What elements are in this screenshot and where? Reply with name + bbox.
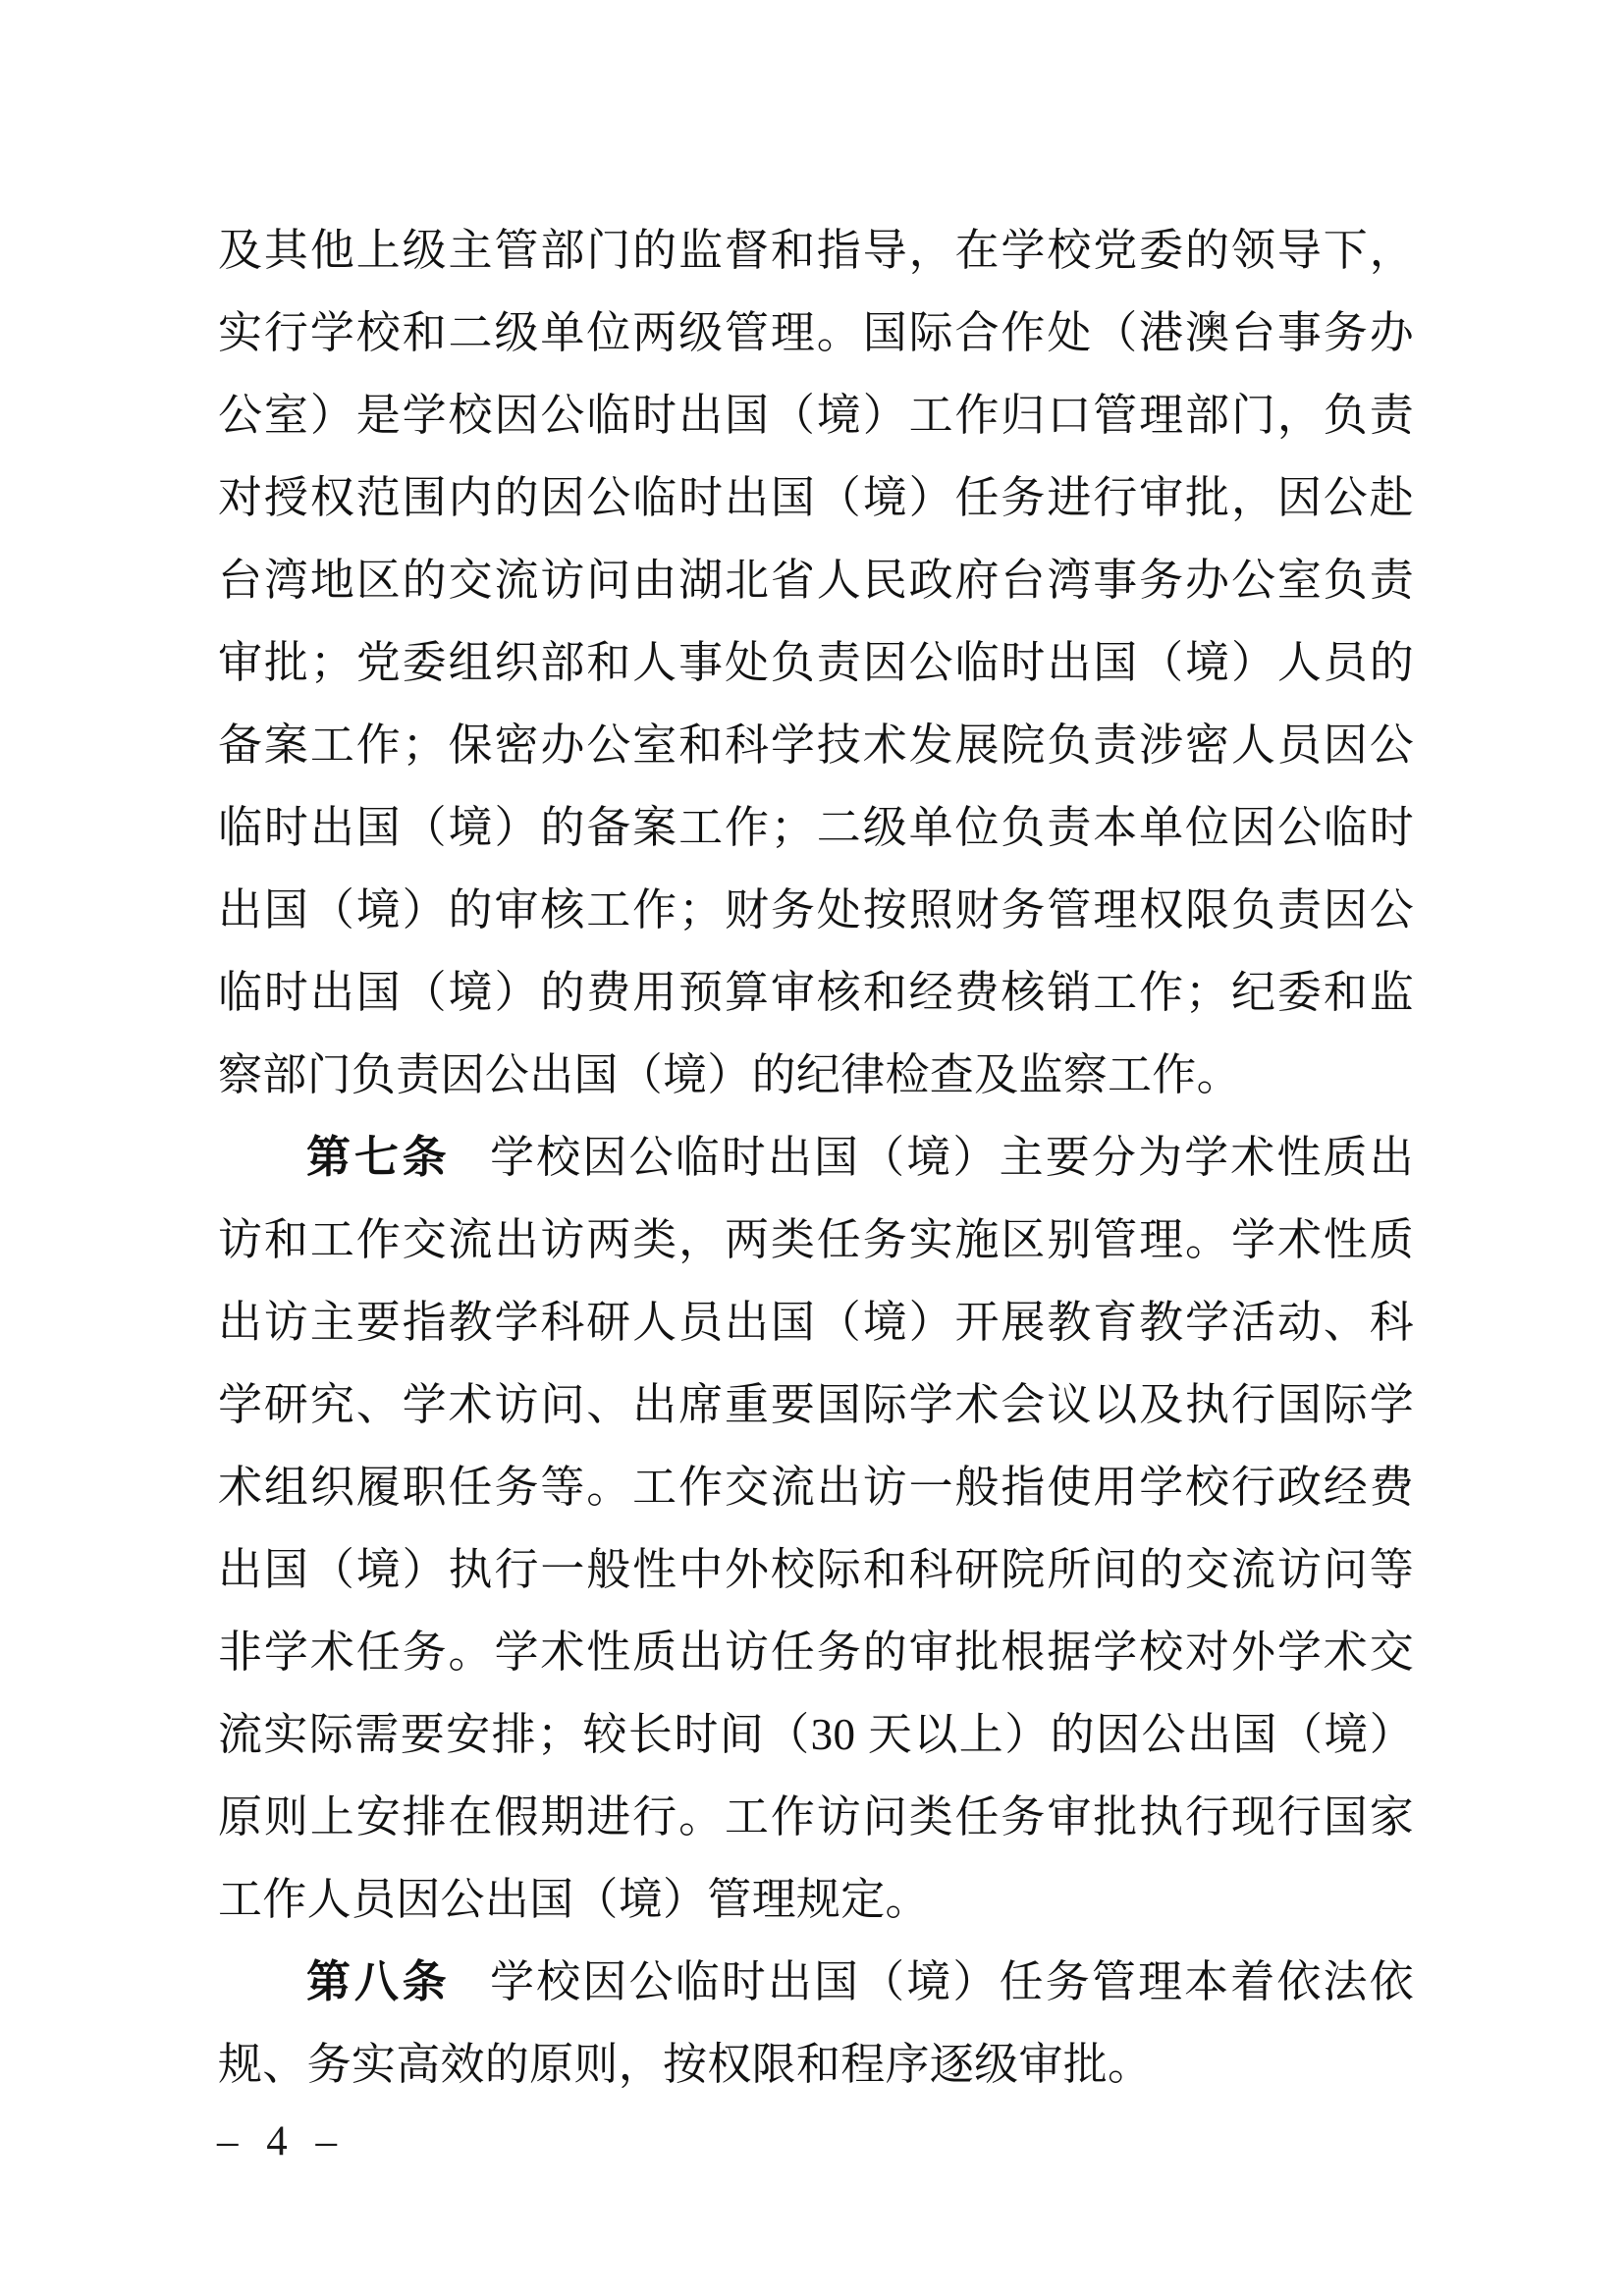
article-number: 第八条	[306, 1956, 451, 2006]
page-number: – 4 –	[217, 2118, 339, 2164]
paragraph-article-7	[218, 1116, 1414, 1941]
paragraph-text: 及其他上级主管部门的监督和指导，在学校党委的领导下，实行学校和二级单位两级管理。国际合作处（港澳台事务办公室）是学校因公临时出国（境）工作归口管理部门，负责对授权范围内的因公临时出国（境）任务进行审批，因公赴台湾地区的交流访问由湖北省人民政府台湾事务办公室负责审批；党委组织部和人事处负责因公临时出国（境）人员的备案工作；保密办公室和科学技术发展院负责涉密人员因公临时出国（境）的备案工作；二级单位负责本单位因公临时出国（境）的审核工作；财务处按照财务管理权限负责因公临时出国（境）的费用预算审核和经费核销工作；纪委和监察部门负责因公出国（境）的纪律检查及监察工作。	[218, 226, 1414, 1099]
paragraph-article-8	[218, 1941, 1414, 2106]
article-number: 第七条	[306, 1132, 451, 1182]
paragraph-text: 学校因公临时出国（境）主要分为学术性质出访和工作交流出访两类，两类任务实施区别管理。学术性质出访主要指教学科研人员出国（境）开展教育教学活动、科学研究、学术访问、出席重要国际学术会议以及执行国际学术组织履职任务等。工作交流出访一般指使用学校行政经费出国（境）执行一般性中外校际和科研院所间的交流访问等非学术任务。学术性质出访任务的审批根据学校对外学术交流实际需要安排；较长时间（30 天以上）的因公出国（境）原则上安排在假期进行。工作访问类任务审批执行现行国家工作人员因公出国（境）管理规定。	[218, 1133, 1414, 1924]
paragraph-continuation	[218, 209, 1414, 1116]
document-body	[218, 209, 1414, 2106]
paragraph-text: 学校因公临时出国（境）任务管理本着依法依规、务实高效的原则，按权限和程序逐级审批。	[218, 1957, 1414, 2089]
